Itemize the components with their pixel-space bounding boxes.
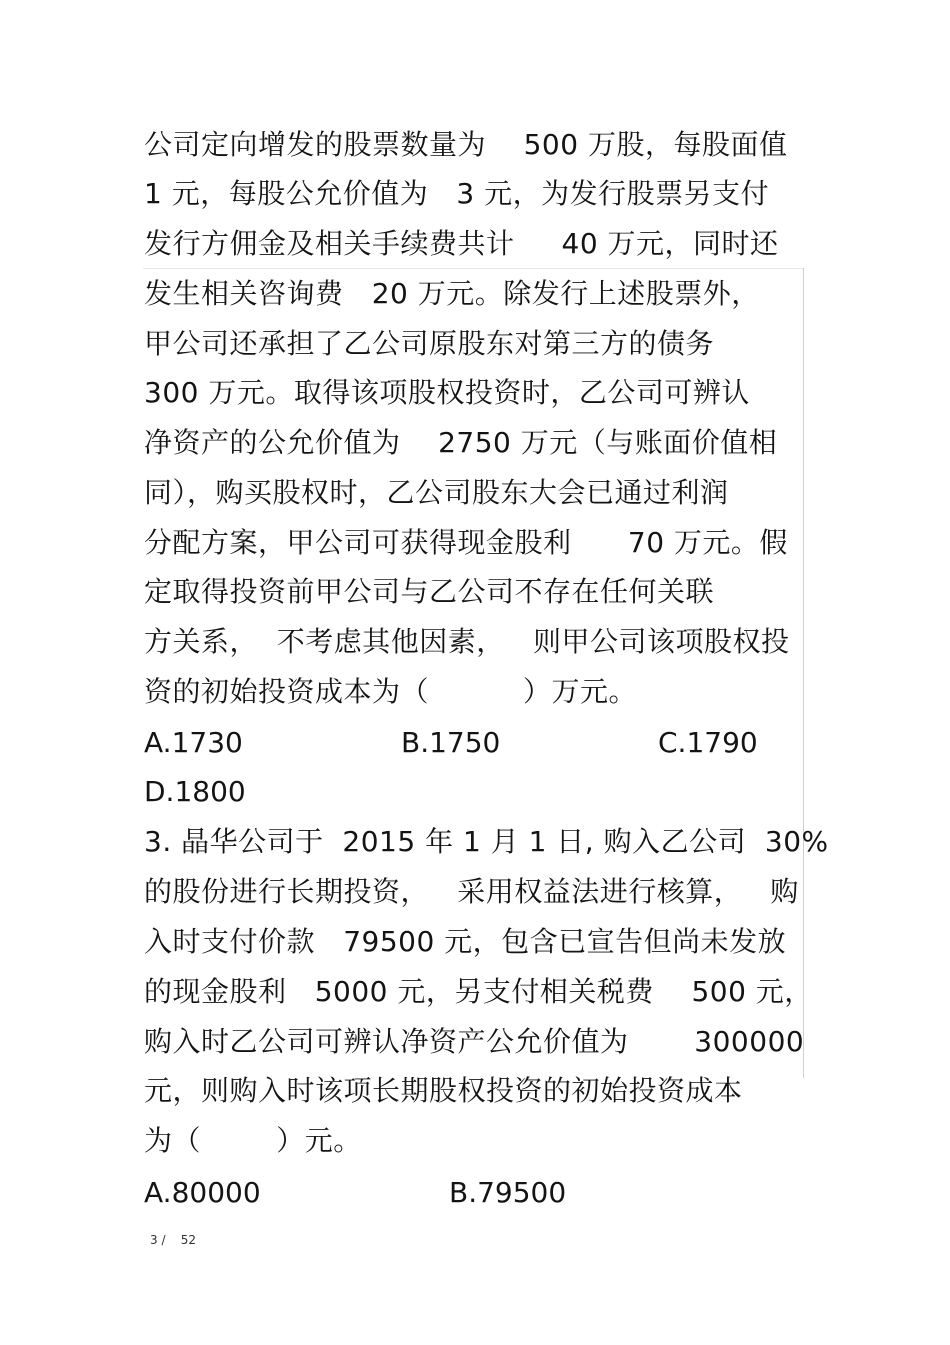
question2-option-d: D.1800 — [144, 775, 246, 808]
question2-line: 公司定向增发的股票数量为 500 万股，每股面值 — [144, 128, 788, 161]
question3-line: 的股份进行长期投资， 采用权益法进行核算， 购 — [144, 875, 799, 908]
question2-line: 方关系， 不考虑其他因素， 则甲公司该项股权投 — [144, 625, 790, 658]
question3-line: 的现金股利 5000 元，另支付相关税费 500 元， — [144, 975, 813, 1008]
question2-line: 分配方案，甲公司可获得现金股利 70 万元。假 — [144, 526, 788, 559]
question3-line: 为（ ）元。 — [144, 1124, 362, 1157]
question2-line: 1 元，每股公允价值为 3 元，为发行股票另支付 — [144, 177, 770, 210]
question2-line: 发行方佣金及相关手续费共计 40 万元，同时还 — [144, 227, 779, 260]
question3-line: 元，则购入时该项长期股权投资的初始投资成本 — [144, 1074, 743, 1107]
frame-border-right — [803, 268, 804, 1078]
question3-option-b: B.79500 — [449, 1176, 567, 1209]
question2-line: 300 万元。取得该项股权投资时，乙公司可辨认 — [144, 376, 750, 409]
question3-line: 入时支付价款 79500 元，包含已宣告但尚未发放 — [144, 925, 787, 958]
question2-option-b: B.1750 — [401, 726, 501, 759]
question2-line: 定取得投资前甲公司与乙公司不存在任何关联 — [144, 575, 715, 608]
question3-option-a: A.80000 — [144, 1176, 261, 1209]
question2-option-c: C.1790 — [658, 726, 758, 759]
question2-line: 甲公司还承担了乙公司原股东对第三方的债务 — [144, 327, 715, 360]
question2-line: 净资产的公允价值为 2750 万元（与账面价值相 — [144, 426, 778, 459]
question3-line: 3. 晶华公司于 2015 年 1 月 1 日, 购入乙公司 30% — [144, 825, 829, 858]
question2-line: 资的初始投资成本为（ ）万元。 — [144, 675, 638, 708]
question2-option-a: A.1730 — [144, 726, 243, 759]
question2-line: 发生相关咨询费 20 万元。除发行上述股票外， — [144, 277, 760, 310]
question3-line: 购入时乙公司可辨认净资产公允价值为 300000 — [144, 1025, 805, 1058]
question2-line: 同），购买股权时，乙公司股东大会已通过利润 — [144, 476, 729, 509]
page-number: 3 / 52 — [150, 1233, 197, 1247]
